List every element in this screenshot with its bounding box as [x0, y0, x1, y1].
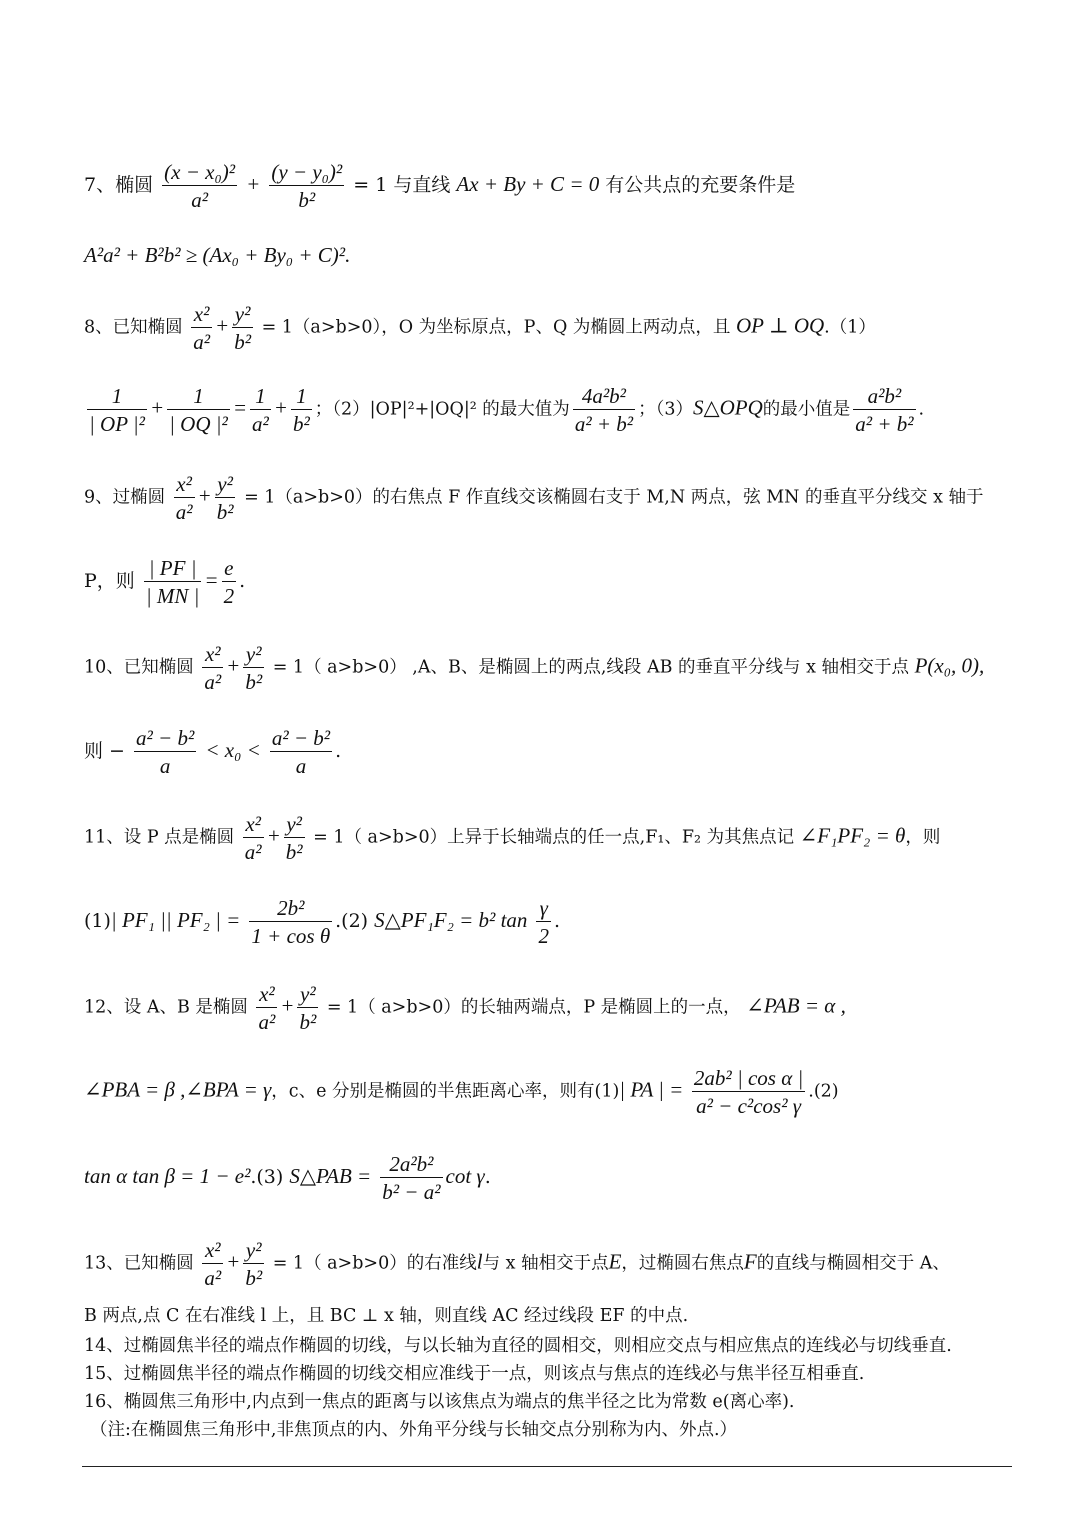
- item-8-line-1: 8、已知椭圆 $\frac{\text{x²}}{\text{a²}}$ + $\frac{\text{y²}}{\text{b²}}$ = 1（a>b>0），O 为坐标原点，P、Q 为椭圆上两动点，且 OP ⊥ OQ.（1）: [84, 302, 876, 355]
- item-10-line-1: 10、已知椭圆 $\frac{\text{x²}}{\text{a²}}$ + $\frac{\text{y²}}{\text{b²}}$ = 1（ a>b>0） ,A、B、是椭圆上的两点,线段 AB 的垂直平分线与 x 轴相交于点 P(x₀, 0),: [84, 642, 985, 695]
- fraction: $\frac{\text{(x − x₀)²}}{\text{a²}}$: [164, 160, 236, 213]
- item-13-line-1: 13、已知椭圆 $\frac{\text{x²}}{\text{a²}}$ + $\frac{\text{y²}}{\text{b²}}$ = 1（ a>b>0）的右准线l与 x 轴相交于点E，过椭圆右焦点F的直线与椭圆相交于 A、: [84, 1238, 950, 1291]
- item-10-line-2: 则 − $\frac{\text{a² − b²}}{a}$ < x₀ < $\frac{\text{a² − b²}}{a}$ .: [84, 726, 342, 779]
- item-12-line-1: 12、设 A、B 是椭圆 $\frac{\text{x²}}{\text{a²}}$ + $\frac{\text{y²}}{\text{b²}}$ = 1（ a>b>0）的长轴两端点，P 是椭圆上的一点， ∠PAB = α ,: [84, 982, 846, 1035]
- footer-rule: [82, 1466, 1012, 1467]
- item-9-line-1: 9、过椭圆 $\frac{\text{x²}}{\text{a²}}$ + $\frac{\text{y²}}{\text{b²}}$ = 1（a>b>0）的右焦点 F 作直线交该椭圆右支于 M,N 两点，弦 MN 的垂直平分线交 x 轴于: [84, 472, 984, 525]
- item-9-line-2: P，则 $\frac{| PF |}{| MN |}$ = $\frac{e}{2}$ .: [84, 556, 246, 609]
- fraction: $\frac{\text{(y − y₀)²}}{\text{b²}}$: [271, 160, 343, 213]
- item-11-line-2: (1)| PF₁ || PF₂ | = $\frac{\text{2b²}}{\text{1 + cos θ}}$ .(2) S△PF₁F₂ = b² tan $\frac{\gamma}{2}$ .: [84, 896, 561, 949]
- item-14: 14、过椭圆焦半径的端点作椭圆的切线，与以长轴为直径的圆相交，则相应交点与相应焦点的连线必与切线垂直.: [84, 1336, 952, 1356]
- item-11-line-1: 11、设 P 点是椭圆 $\frac{\text{x²}}{\text{a²}}$ + $\frac{\text{y²}}{\text{b²}}$ = 1（ a>b>0）上异于长轴端点的任一点,F₁、F₂ 为其焦点记 ∠F₁PF₂ = θ，则: [84, 812, 941, 865]
- item-15: 15、过椭圆焦半径的端点作椭圆的切线交相应准线于一点，则该点与焦点的连线必与焦半径互相垂直.: [84, 1364, 865, 1384]
- item-16: 16、椭圆焦三角形中,内点到一焦点的距离与以该焦点为端点的焦半径之比为常数 e(离心率).: [84, 1392, 795, 1412]
- item-8-line-2: $\frac{1}{\text{| OP |²}}$ + $\frac{1}{\text{| OQ |²}}$ = $\frac{1}{\text{a²}}$ + $\frac{1}{\text{b²}}$ ；（2）|OP|²+|OQ|² 的最大值为 $\frac{\text{4a²b²}}{\text{a² + b²}}$ ；（3）S△OPQ的最小值是 $\frac{\text{a²b²}}{\text{a² + b²}}$ .: [89, 384, 925, 437]
- item-12-line-2: ∠PBA = β ,∠BPA = γ，c、e 分别是椭圆的半焦距离心率，则有(1)| PA | = $\frac{\text{2ab² | cos α |}}{\text{a² − c²cos² γ}}$ .(2): [84, 1066, 839, 1119]
- item-12-line-3: tan α tan β = 1 − e².(3) S△PAB = $\frac{\text{2a²b²}}{\text{b² − a²}}$ cot γ.: [84, 1152, 491, 1205]
- note: （注:在椭圆焦三角形中,非焦顶点的内、外角平分线与长轴交点分别称为内、外点.）: [90, 1420, 738, 1440]
- item-7-line-1: 7、椭圆 $\frac{\text{(x − x₀)²}}{\text{a²}}$ + $\frac{\text{(y − y₀)²}}{\text{b²}}$ = 1 与直线 Ax + By + C = 0 有公共点的充要条件是: [84, 160, 796, 213]
- item-13-line-2: B 两点,点 C 在右准线 l 上，且 BC ⊥ x 轴，则直线 AC 经过线段 EF 的中点.: [84, 1306, 689, 1326]
- item-7-line-2: A²a² + B²b² ≥ (Ax₀ + By₀ + C)².: [84, 243, 351, 267]
